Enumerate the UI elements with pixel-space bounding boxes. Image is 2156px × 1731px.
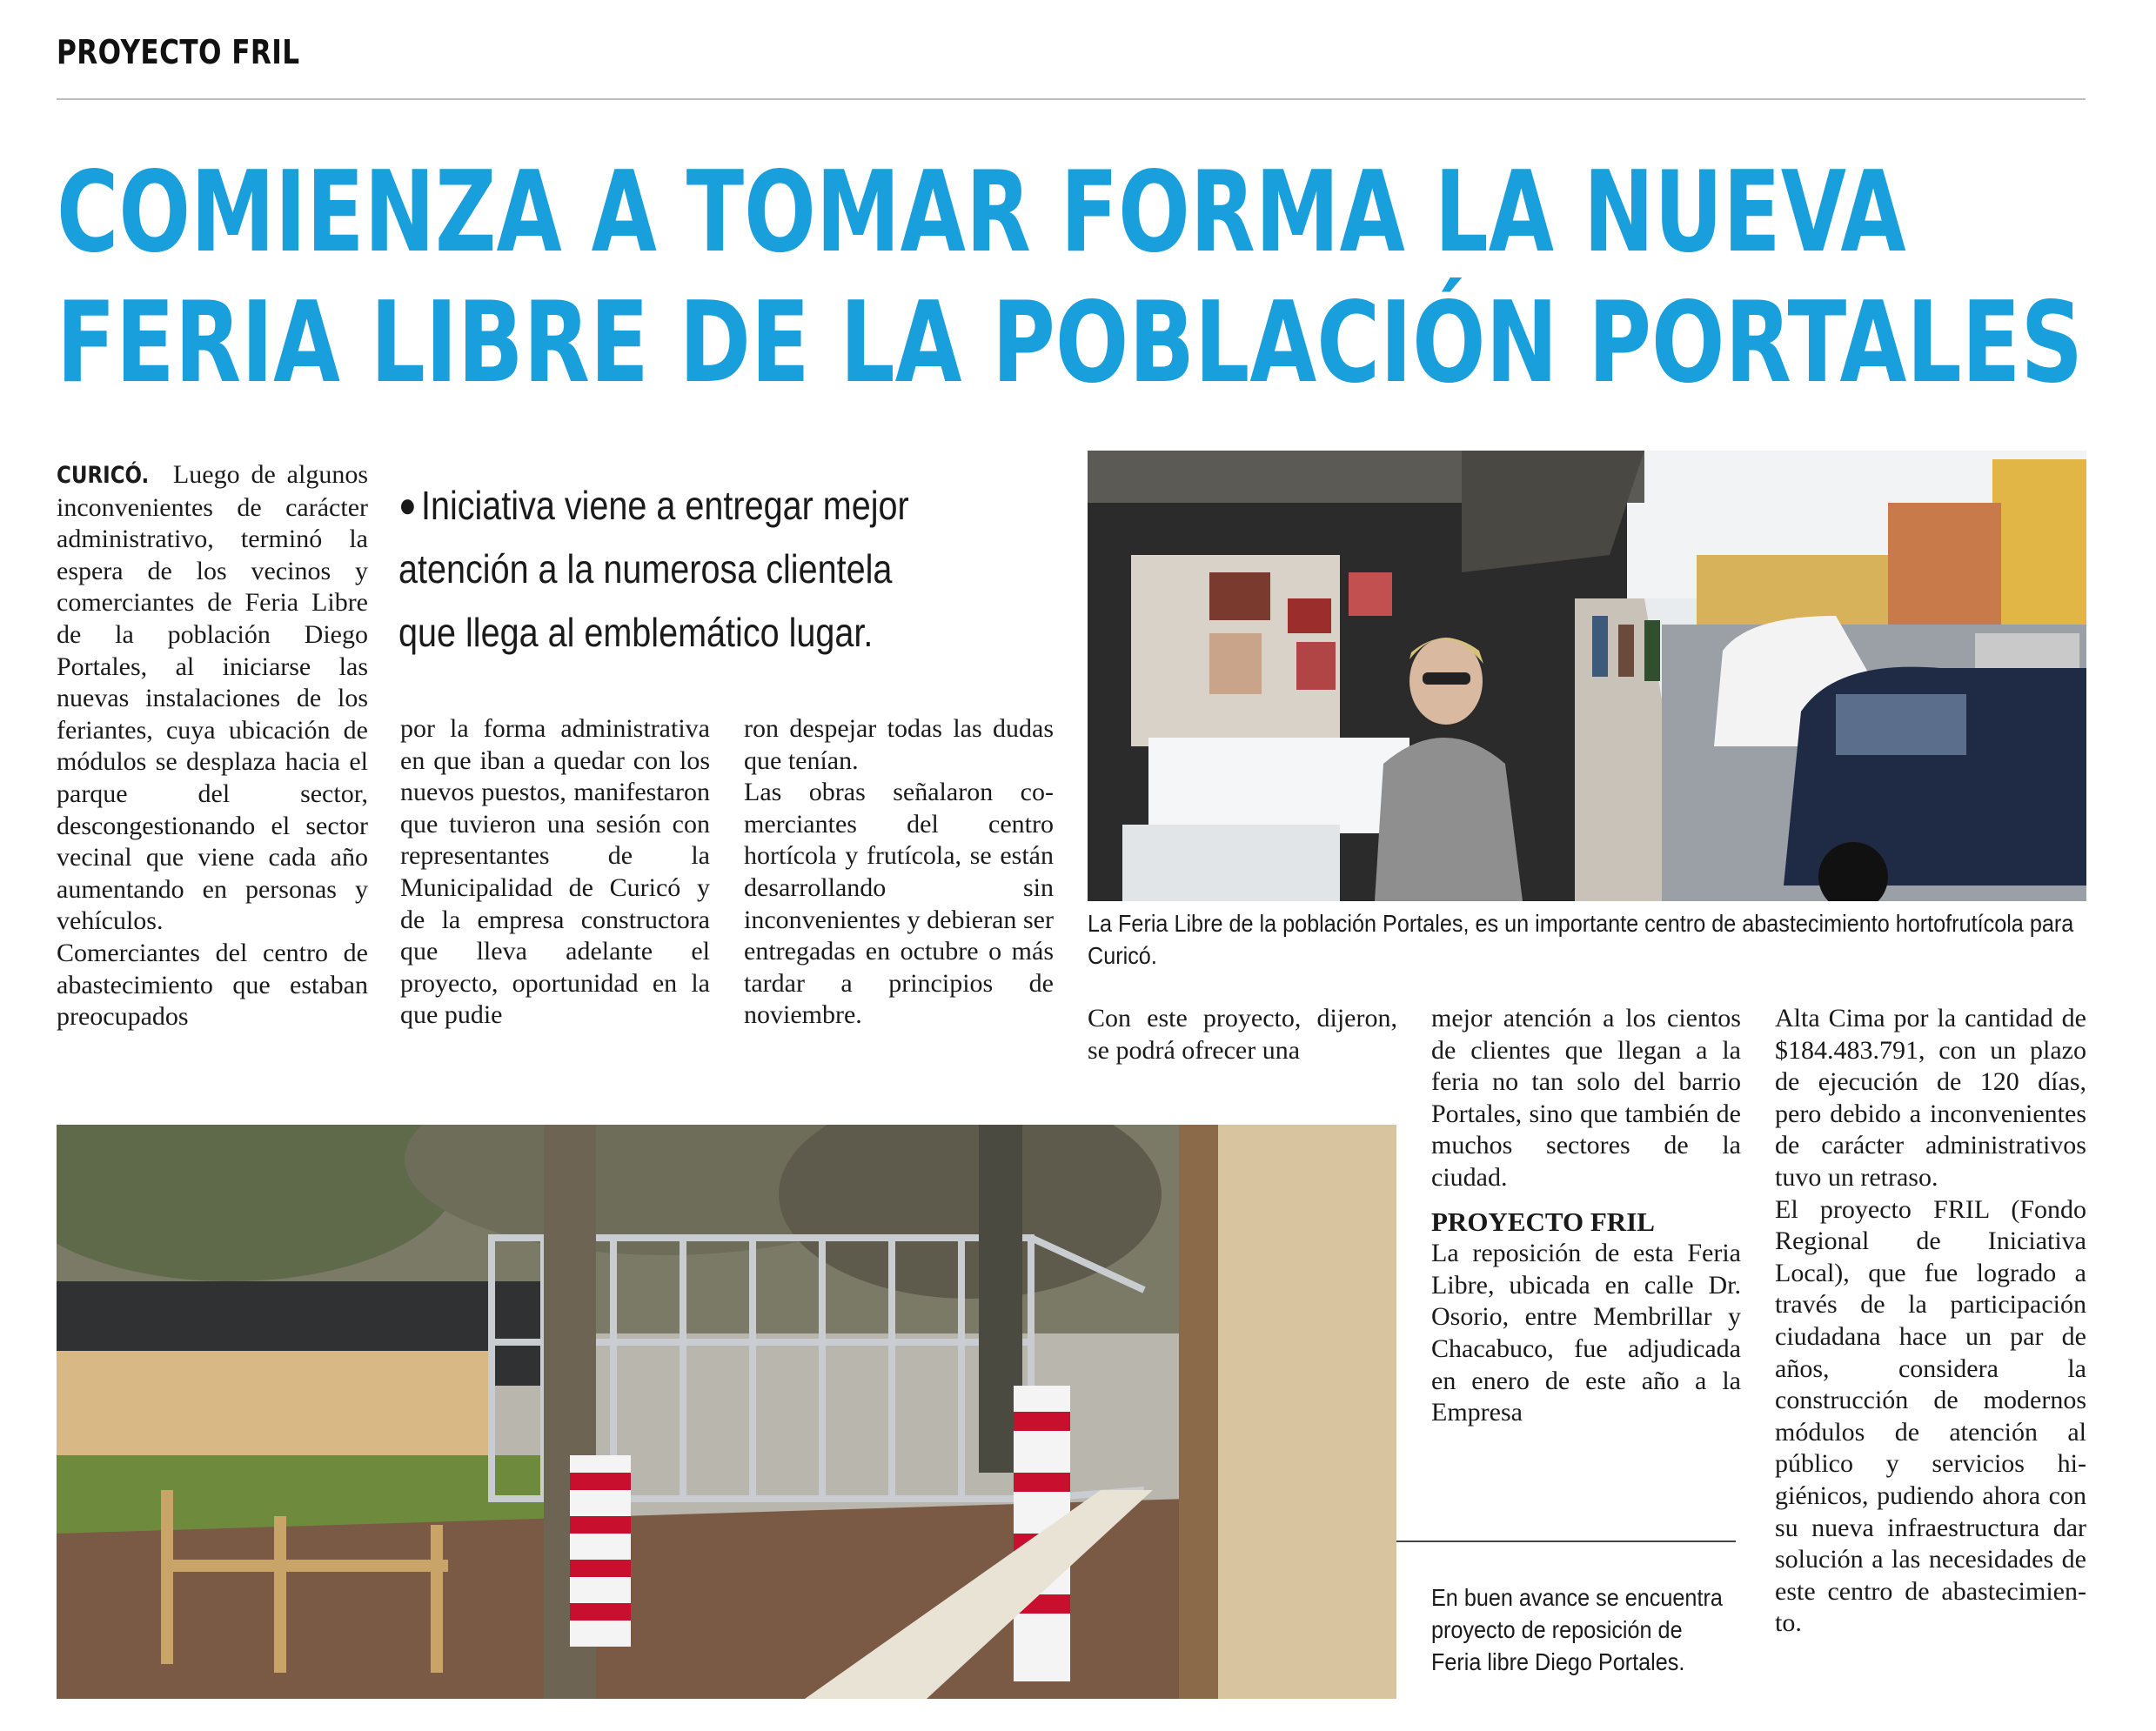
article-column-2: [400, 713, 710, 1032]
caption-divider: [1396, 1541, 1736, 1542]
article-column-5: [1431, 1003, 1741, 1429]
photo-feria-libre-illustration: [1088, 451, 2086, 901]
column-1-paragraph-1: Luego de algunos inconvenientes de carácter administrativo, terminó la espera de los vecinos y comerciantes de Feria Libre de la población Diego Portales, al iniciarse las nuevas instalaciones de los feriantes, cuya ubicación de módulos se desplaza hacia el parque del sector, descongestionando el sector vecinal que viene cada año aumentando en personas y vehículos.: [57, 460, 369, 936]
caption-top-photo: La Feria Libre de la población Portales, es un importante centro de abastecimiento hortofrutícola para Curicó.: [1088, 910, 2074, 969]
column-6-paragraph-2: El proyecto FRIL (Fondo Regional de Iniciativa Local), que fue logrado a través de la participación ciudadana hace un par de años, considera la construcción de modernos módulos de atención al público y servicios higiénicos, pudiendo ahora con su nueva infraestructura dar solución a las necesidades de este centro de abastecimiento.: [1775, 1194, 2086, 1638]
photo-construction-illustration: [57, 1125, 1396, 1699]
headline-line-2: FERIA LIBRE DE LA POBLACIÓN PORTALES: [57, 278, 2084, 408]
article-column-6: [1775, 1003, 2086, 1640]
photo-feria-libre: [1088, 451, 2086, 901]
column-2-text: por la forma administrativa en que iban a quedar con los nuevos puestos, manifestaron que tuvieron una sesión con representantes de la Municipalidad de Curicó y de la empresa constructora que lleva adelante el proyecto, oportunidad en la que pudie: [400, 714, 710, 1030]
bullet-icon: ●: [398, 486, 417, 525]
dateline: CURICÓ.: [57, 462, 150, 489]
column-5-subhead: PROYECTO FRIL: [1431, 1206, 1655, 1237]
column-3-paragraph-1: ron despejar todas las dudas que tenían.: [744, 714, 1054, 775]
column-1-paragraph-2: Comerciantes del centro de abastecimiento que estaban preocupados: [57, 938, 368, 1032]
article-column-1: [57, 459, 368, 1033]
article-column-3: [744, 713, 1054, 1032]
column-5-paragraph-1: mejor atención a los cientos de clientes que llegan a la feria no tan solo del barrio Portales, sino que también de muchos sectores de la ciudad.: [1431, 1004, 1741, 1192]
pull-quote: [398, 474, 952, 665]
photo-construction-site: [57, 1125, 1396, 1699]
top-divider: [57, 98, 2086, 100]
column-4-text: Con este proyecto, dijeron, se podrá ofrecer una: [1088, 1004, 1397, 1065]
column-5-paragraph-2: La reposición de esta Feria Libre, ubicada en calle Dr. Osorio, entre Membrillar y Chacabuco, fue adjudicada en enero de este año a la Empresa: [1431, 1239, 1741, 1427]
article-column-4: [1088, 1003, 1397, 1066]
headline-line-1: COMIENZA A TOMAR FORMA LA NUEVA: [57, 148, 1906, 277]
column-6-paragraph-1: Alta Cima por la cantidad de $184.483.791, con un plazo de ejecución de 120 días, pero debido a inconvenientes de carácter administrativos tuvo un retraso.: [1775, 1004, 2086, 1192]
section-label: PROYECTO FRIL: [57, 33, 300, 71]
pull-quote-text: Iniciativa viene a entregar mejor atención a la numerosa clientela que llega al emblemático lugar.: [398, 483, 909, 655]
caption-bottom-photo: En buen avance se encuentra proyecto de reposición de Feria libre Diego Portales.: [1431, 1584, 1723, 1675]
column-3-paragraph-2: Las obras señalaron comerciantes del centro hortícola y frutícola, se están desarrollando sin inconvenientes y debieran ser entregadas en octubre o más tardar a principios de noviembre.: [744, 778, 1054, 1030]
